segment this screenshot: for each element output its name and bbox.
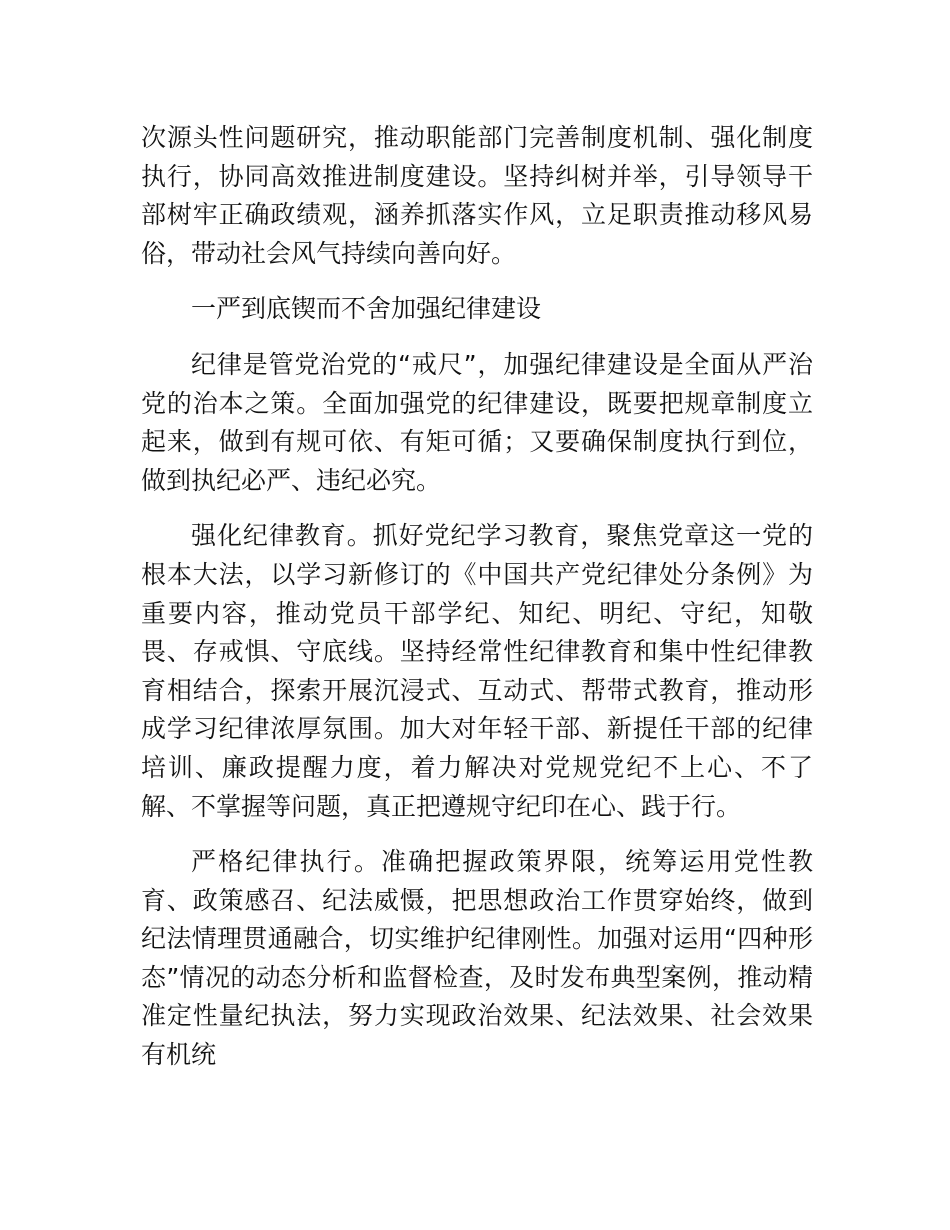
document-body xyxy=(141,119,813,1075)
paragraph-discipline-intro: 纪律是管党治党的“戒尺”，加强纪律建设是全面从严治党的治本之策。全面加强党的纪律建设，既要把规章制度立起来，做到有规可依、有矩可循；又要确保制度执行到位，做到执纪必严、违纪必究。 xyxy=(141,349,813,495)
paragraph-discipline-education: 强化纪律教育。抓好党纪学习教育，聚焦党章这一党的根本大法，以学习新修订的《中国共产党纪律处分条例》为重要内容，推动党员干部学纪、知纪、明纪、守纪，知敬畏、存戒惧、守底线。坚持经常性纪律教育和集中性纪律教育相结合，探索开展沉浸式、互动式、帮带式教育，推动形成学习纪律浓厚氛围。加大对年轻干部、新提任干部的纪律培训、廉政提醒力度，着力解决对党规党纪不上心、不了解、不掌握等问题，真正把遵规守纪印在心、践于行。 xyxy=(141,521,813,821)
section-heading: 一严到底锲而不舍加强纪律建设 xyxy=(191,294,542,324)
paragraph-discipline-enforcement: 严格纪律执行。准确把握政策界限，统筹运用党性教育、政策感召、纪法威慑，把思想政治工作贯穿始终，做到纪法情理贯通融合，切实维护纪律刚性。加强对运用“四种形态”情况的动态分析和监督检查，及时发布典型案例，推动精准定性量纪执法，努力实现政治效果、纪法效果、社会效果有机统 xyxy=(141,847,813,1070)
paragraph-continuation: 次源头性问题研究，推动职能部门完善制度机制、强化制度执行，协同高效推进制度建设。坚持纠树并举，引导领导干部树牢正确政绩观，涵养抓落实作风，立足职责推动移风易俗，带动社会风气持续向善向好。 xyxy=(141,123,813,268)
